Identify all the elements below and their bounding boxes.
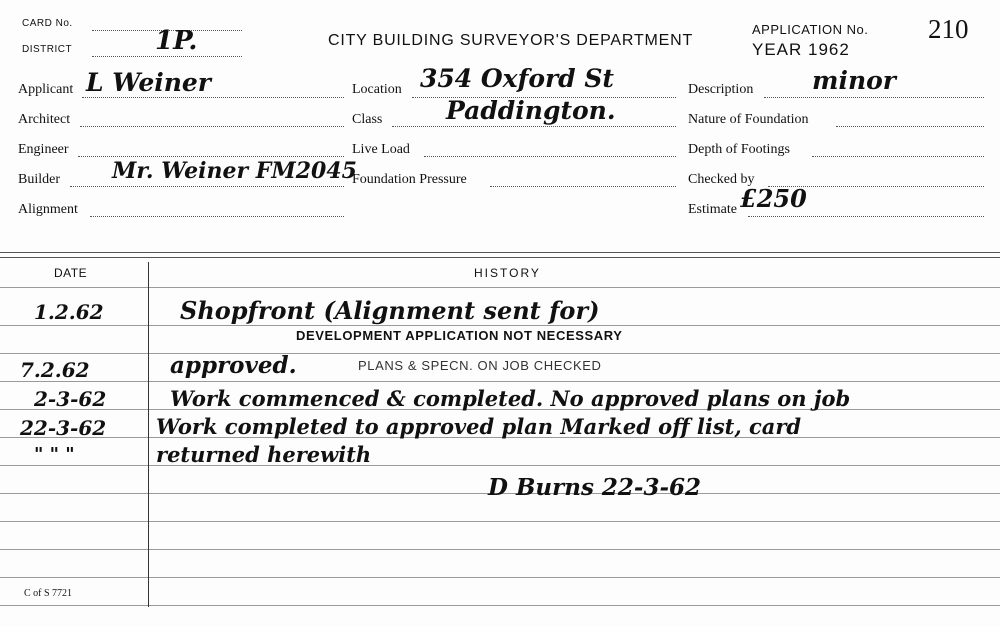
history-date-4: 22-3-62 [20,416,107,440]
class-label: Class [352,112,383,127]
department-title: CITY BUILDING SURVEYOR'S DEPARTMENT [328,32,694,49]
depth-of-footings-label: Depth of Footings [688,142,790,157]
history-text-2: approved. [170,352,297,379]
plans-checked-stamp: PLANS & SPECN. ON JOB CHECKED [358,358,602,373]
engineer-label: Engineer [18,142,69,157]
application-no-value: 210 [928,14,969,44]
history-text-4: Work completed to approved plan Marked off list, card [156,414,802,439]
alignment-label: Alignment [18,202,78,217]
history-text-1: Shopfront (Alignment sent for) [180,296,600,325]
location-label: Location [352,82,402,97]
district-value: 1P. [155,26,198,56]
history-date-2: 7.2.62 [20,358,90,382]
development-application-stamp: DEVELOPMENT APPLICATION NOT NECESSARY [296,328,623,343]
year-label: YEAR 1962 [752,40,850,59]
signature: D Burns 22-3-62 [488,474,702,501]
history-text-3: Work commenced & completed. No approved plans on job [170,386,851,411]
location-value-line-2: Paddington. [446,96,616,125]
history-date-5: " " " [34,444,75,465]
builder-value: Mr. Weiner FM2045 [112,158,357,184]
district-label: DISTRICT [22,44,73,55]
application-no-label: APPLICATION No. [752,22,869,37]
section-divider [0,252,1000,253]
history-text-5: returned herewith [156,442,372,467]
history-column-header: HISTORY [474,266,541,280]
date-column-divider [148,262,149,607]
live-load-label: Live Load [352,142,410,157]
location-value: 354 Oxford St [420,64,614,93]
date-column-header: DATE [54,266,88,280]
section-divider-2 [0,257,1000,258]
description-value: minor [812,66,896,95]
builder-label: Builder [18,172,60,187]
description-label: Description [688,82,754,97]
history-date-3: 2-3-62 [34,387,107,411]
architect-label: Architect [18,112,71,127]
estimate-label: Estimate [688,202,737,217]
nature-of-foundation-label: Nature of Foundation [688,112,809,127]
estimate-value: £250 [740,184,807,213]
foundation-pressure-label: Foundation Pressure [352,172,467,187]
checked-by-label: Checked by [688,172,755,187]
form-code: C of S 7721 [24,588,73,599]
applicant-value: L Weiner [86,68,211,97]
card-no-label: CARD No. [22,18,73,29]
applicant-label: Applicant [18,82,74,97]
history-date-1: 1.2.62 [34,300,104,324]
